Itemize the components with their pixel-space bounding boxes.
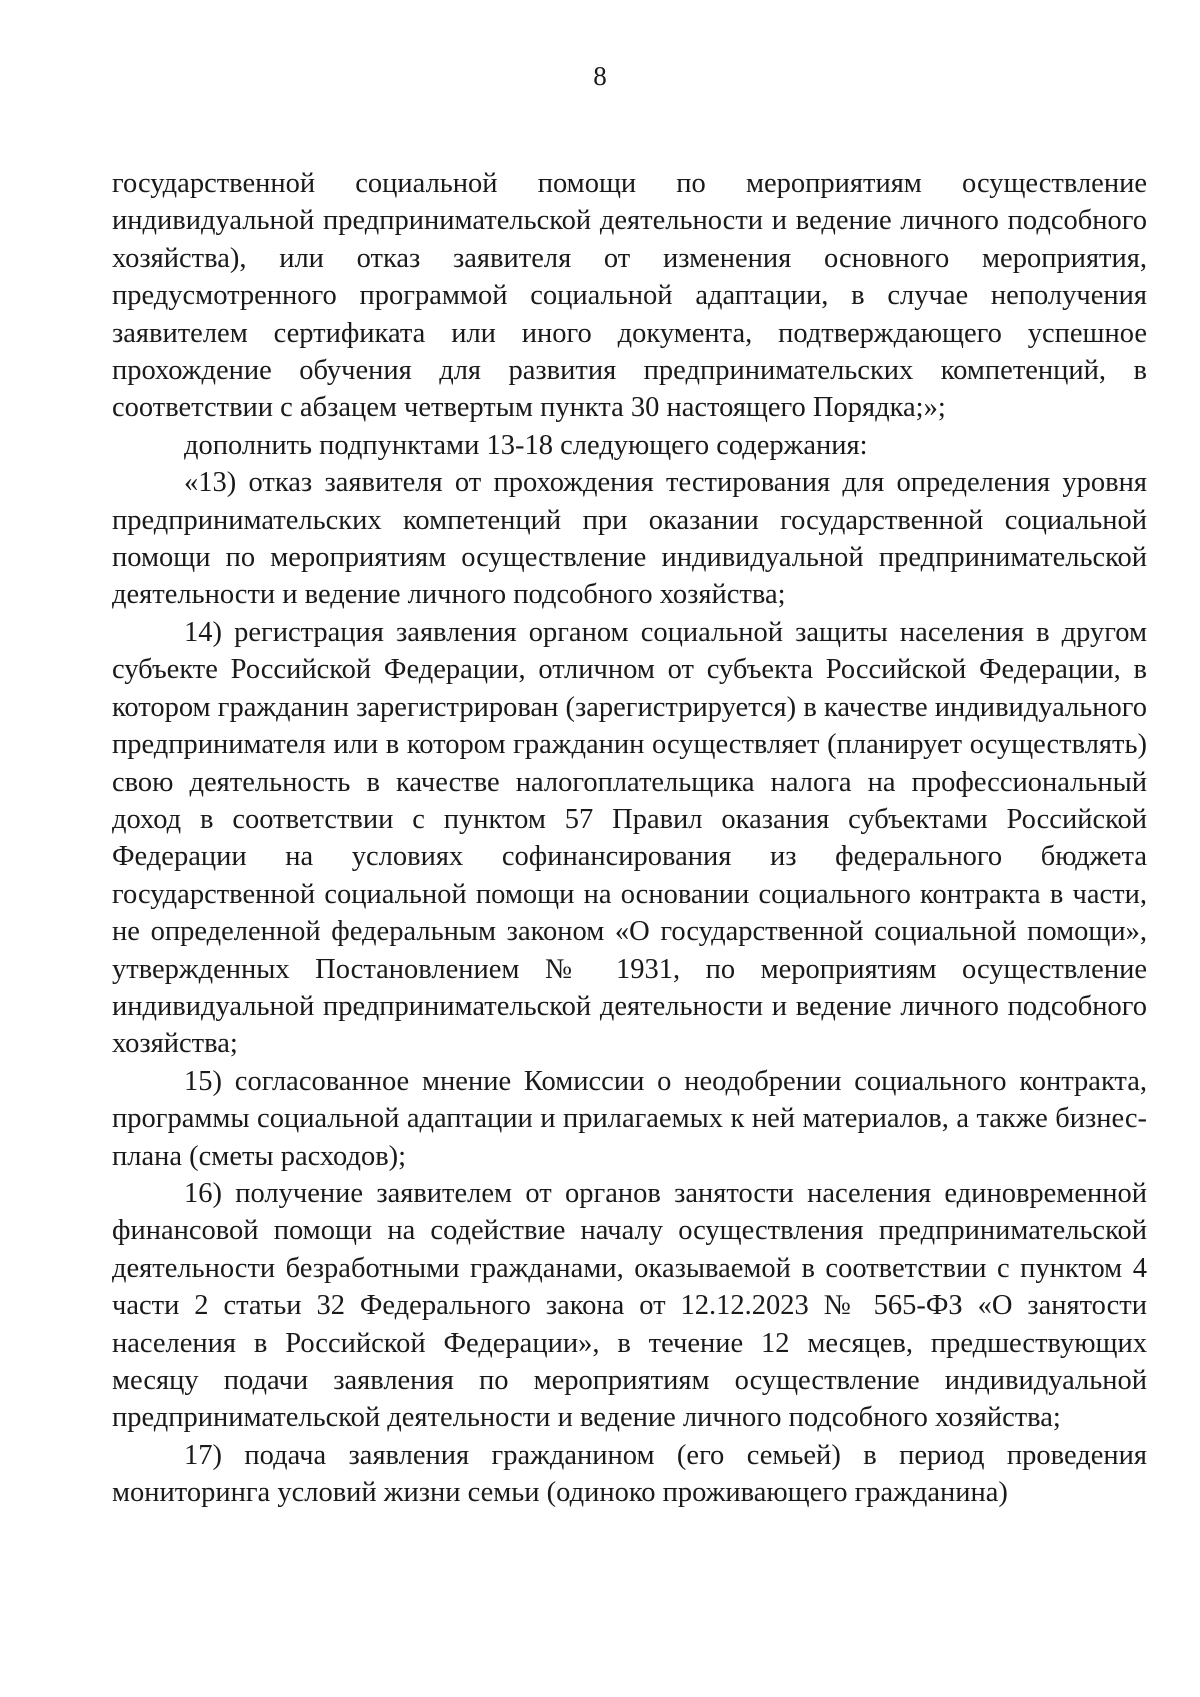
page-number: 8 — [593, 61, 607, 91]
document-body — [112, 165, 1147, 1512]
paragraph-item-15: 15) согласованное мнение Комиссии о неодобрении социального контракта, программы социальной адаптации и прилагаемых к ней материалов, а также бизнес-плана (сметы расходов); — [112, 1065, 1147, 1172]
paragraph-item-14: 14) регистрация заявления органом социальной защиты населения в другом субъекте Российской Федерации, отличном от субъекта Российской Федерации, в котором гражданин зарегистрирован (зарегистрируется) в качестве индивидуального предпринимателя или в котором гражданин осуществляет (планирует осуществлять) свою деятельность в качестве налогоплательщика налога на профессиональный доход в соответствии с пунктом 57 Правил оказания субъектами Российской Федерации на условиях софинансирования из федерального бюджета государственной социальной помощи на основании социального контракта в части, не определенной федеральным законом «О государственной социальной помощи», утвержденных Постановлением № 1931, по мероприятиям осуществление индивидуальной предпринимательской деятельности и ведение личного подсобного хозяйства; — [112, 616, 1147, 1060]
paragraph-continuation: государственной социальной помощи по мероприятиям осуществление индивидуальной предпринимательской деятельности и ведение личного подсобного хозяйства), или отказ заявителя от изменения основного мероприятия, предусмотренного программой социальной адаптации, в случае неполучения заявителем сертификата или иного документа, подтверждающего успешное прохождение обучения для развития предпринимательских компетенций, в соответствии с абзацем четвертым пункта 30 настоящего Порядка;»; — [112, 168, 1147, 424]
paragraph-item-13: «13) отказ заявителя от прохождения тестирования для определения уровня предпринимательских компетенций при оказании государственной социальной помощи по мероприятиям осуществление индивидуальной предпринимательской деятельности и ведение личного подсобного хозяйства; — [112, 467, 1147, 611]
paragraph-amendment-intro: дополнить подпунктами 13-18 следующего содержания: — [184, 429, 868, 461]
paragraph-item-17: 17) подача заявления гражданином (его семьей) в период проведения мониторинга условий жизни семьи (одиноко проживающего гражданина) — [112, 1439, 1147, 1509]
paragraph-item-16: 16) получение заявителем от органов занятости населения единовременной финансовой помощи на содействие началу осуществления предпринимательской деятельности безработными гражданами, оказываемой в соответствии с пунктом 4 части 2 статьи 32 Федерального закона от 12.12.2023 № 565-ФЗ «О занятости населения в Российской Федерации», в течение 12 месяцев, предшествующих месяцу подачи заявления по мероприятиям осуществление индивидуальной предпринимательской деятельности и ведение личного подсобного хозяйства; — [112, 1177, 1147, 1434]
